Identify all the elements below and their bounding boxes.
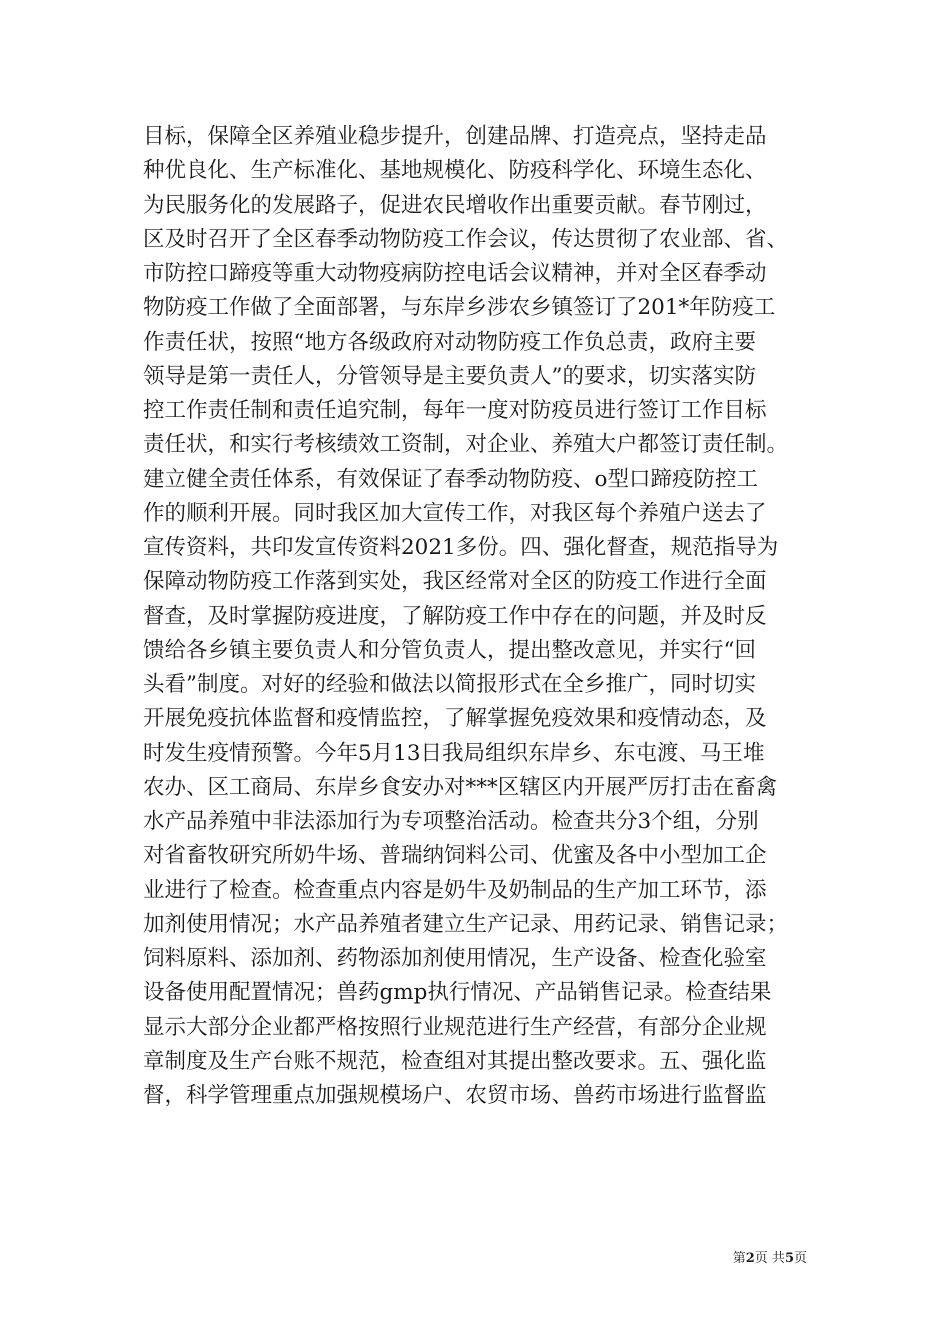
text-line: 设备使用配置情况；兽药gmp执行情况、产品销售记录。检查结果 [143,980,772,1006]
text-line: 领导是第一责任人，分管领导是主要负责人”的要求，切实落实防 [143,363,756,389]
footer-middle: 页 共 [754,1251,785,1266]
text-line: 显示大部分企业都严格按照行业规范进行生产经营，有部分企业规 [143,1014,767,1040]
text-line: 馈给各乡镇主要负责人和分管负责人，提出整改意见，并实行“回 [143,637,756,663]
text-line: 农办、区工商局、东岸乡食安办对***区辖区内开展严厉打击在畜禽 [143,774,778,800]
text-line: 目标，保障全区养殖业稳步提升，创建品牌、打造亮点，坚持走品 [143,124,767,149]
page-footer [733,1247,807,1266]
text-line: 种优良化、生产标准化、基地规模化、防疫科学化、环境生态化、 [143,158,767,184]
text-line: 加剂使用情况；水产品养殖者建立生产记录、用药记录、销售记录； [143,911,789,937]
text-line: 控工作责任制和责任追究制，每年一度对防疫员进行签订工作目标 [143,398,767,423]
text-line: 头看”制度。对好的经验和做法以简报形式在全乡推广，同时切实 [143,672,756,697]
text-line: 章制度及生产台账不规范，检查组对其提出整改要求。五、强化监 [143,1048,767,1074]
text-line: 业进行了检查。检查重点内容是奶牛及奶制品的生产加工环节，添 [143,877,767,903]
text-line: 时发生疫情预警。今年5月13日我局组织东岸乡、东屯渡、马王堆 [143,740,765,766]
text-line: 作责任状，按照“地方各级政府对动物防疫工作负总责，政府主要 [143,329,756,355]
text-line: 责任状，和实行考核绩效工资制，对企业、养殖大户都签订责任制。 [143,432,789,458]
text-line: 区及时召开了全区春季动物防疫工作会议，传达贯彻了农业部、省、 [143,226,789,252]
current-page-number: 2 [745,1251,755,1266]
footer-suffix: 页 [793,1251,807,1266]
text-line: 为民服务化的发展路子，促进农民增收作出重要贡献。春节刚过， [143,192,767,218]
text-line: 督查，及时掌握防疫进度，了解防疫工作中存在的问题，并及时反 [143,603,767,629]
text-line: 饲料原料、添加剂、药物添加剂使用情况，生产设备、检查化验室 [143,946,767,971]
total-page-count: 5 [784,1251,794,1266]
text-line: 督，科学管理重点加强规模场户、农贸市场、兽药市场进行监督监 [143,1083,767,1108]
text-line: 水产品养殖中非法添加行为专项整治活动。检查共分3个组，分别 [143,809,759,834]
text-line: 市防控口蹄疫等重大动物疫病防控电话会议精神，并对全区春季动 [143,261,767,286]
text-line: 建立健全责任体系，有效保证了春季动物防疫、o型口蹄疫防控工 [143,466,758,492]
text-line: 开展免疫抗体监督和疫情监控，了解掌握免疫效果和疫情动态，及 [143,706,767,732]
text-line: 作的顺利开展。同时我区加大宣传工作，对我区每个养殖户送去了 [143,500,767,526]
text-line: 宣传资料，共印发宣传资料2021多份。四、强化督查，规范指导为 [143,535,779,560]
text-line: 保障动物防疫工作落到实处，我区经常对全区的防疫工作进行全面 [143,569,767,595]
text-line: 对省畜牧研究所奶牛场、普瑞纳饲料公司、优蜜及各中小型加工企 [143,843,767,869]
text-line: 物防疫工作做了全面部署，与东岸乡涉农乡镇签订了201*年防疫工 [143,295,776,321]
footer-prefix: 第 [732,1251,746,1266]
body-paragraph [143,120,813,1113]
